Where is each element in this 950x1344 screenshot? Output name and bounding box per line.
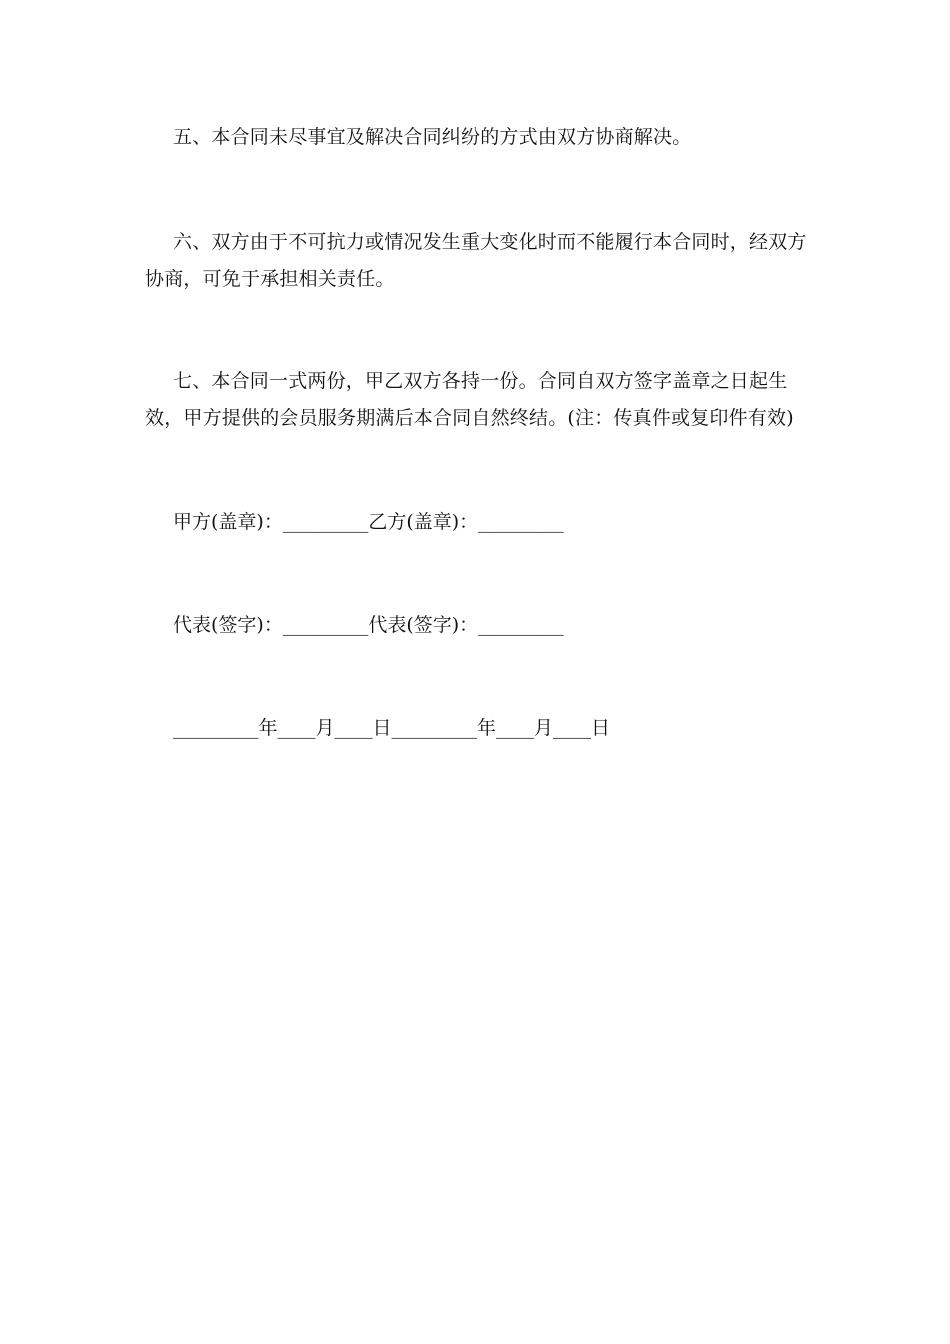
clause-five: 五、本合同未尽事宜及解决合同纠纷的方式由双方协商解决。 bbox=[173, 126, 692, 148]
clause-seven: 七、本合同一式两份，甲乙双方各持一份。合同自双方签字盖章之日起生效，甲方提供的会员服务期满后本合同自然终结。(注：传真件或复印件有效) bbox=[145, 370, 794, 429]
clause-six: 六、双方由于不可抗力或情况发生重大变化时而不能履行本合同时，经双方协商，可免于承担相关责任。 bbox=[145, 231, 807, 290]
seal-signature-line: 甲方(盖章)：_________乙方(盖章)：_________ bbox=[173, 511, 564, 533]
representative-signature-line: 代表(签字)：_________代表(签字)：_________ bbox=[173, 614, 564, 636]
date-line: _________年____月____日_________年____月____日 bbox=[173, 717, 611, 739]
